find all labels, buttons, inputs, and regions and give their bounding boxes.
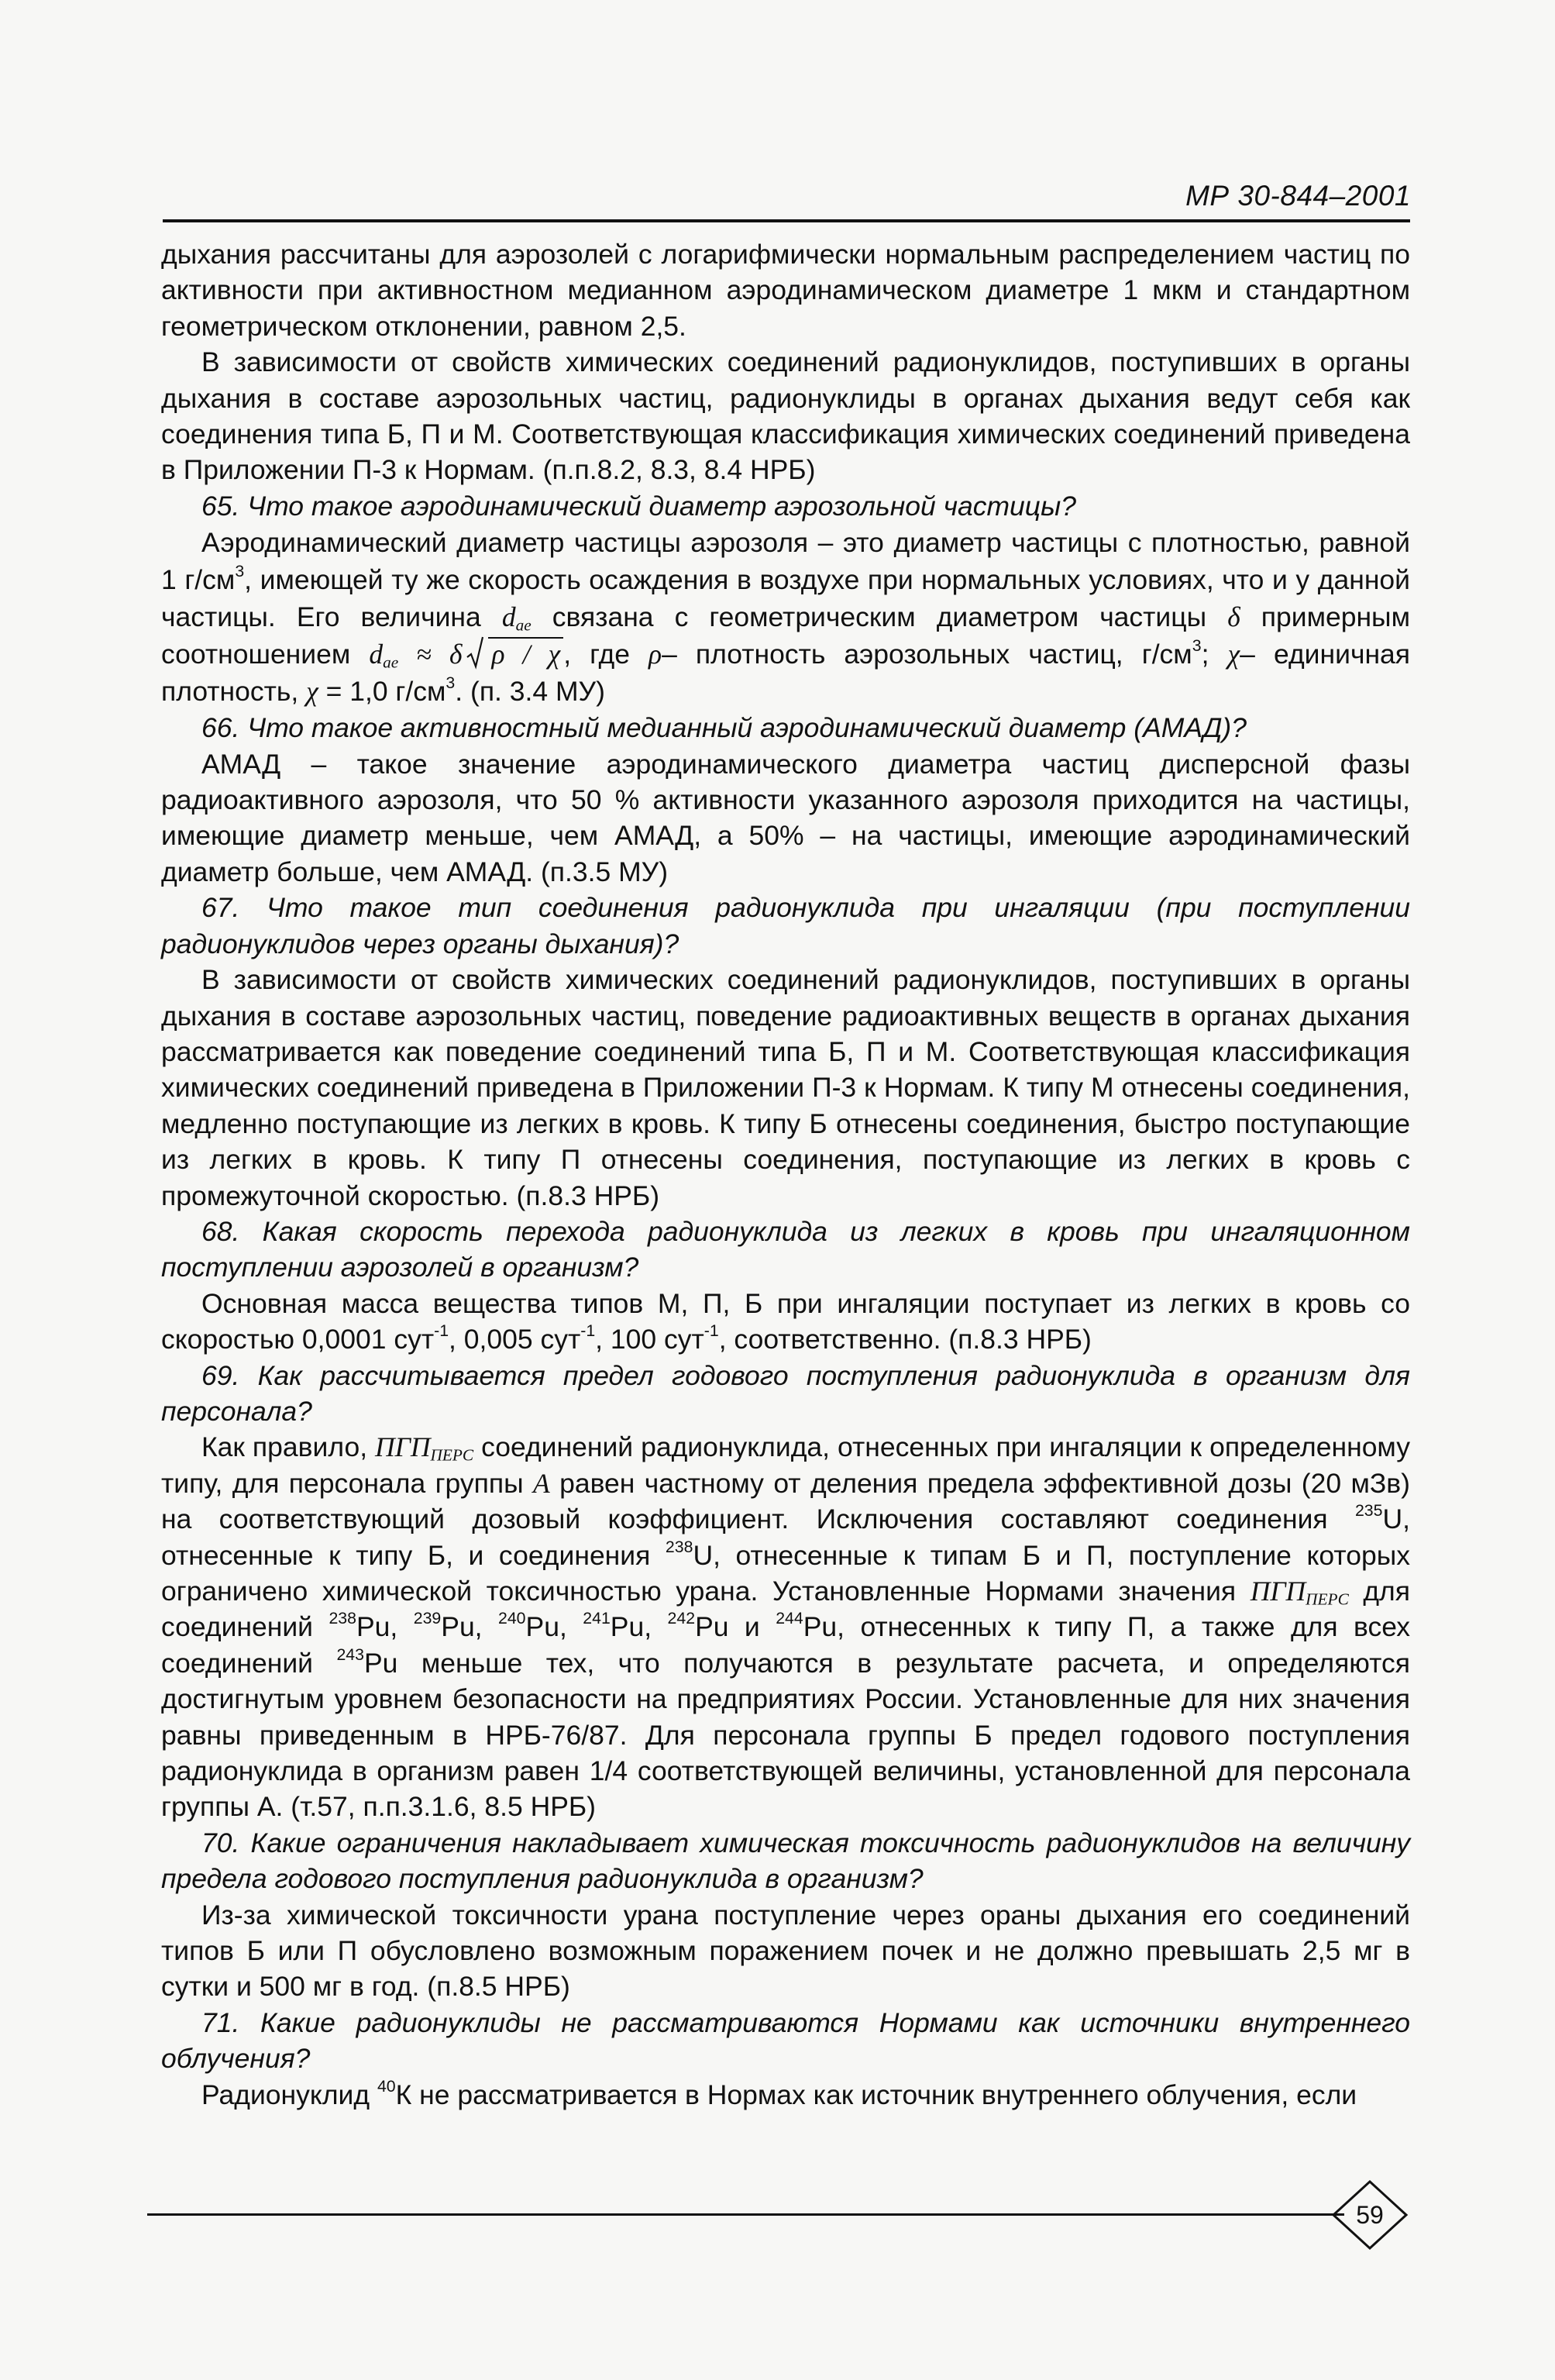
question-67: 67. Что такое тип соединения радионуклида при ингаляции (при поступлении радионуклидов через органы дыхания)? (161, 892, 1410, 959)
page-number: 59 (1356, 2201, 1384, 2229)
question-68: 68. Какая скорость перехода радионуклида из легких в кровь при ингаляционном поступлении аэрозолей в организм? (161, 1215, 1410, 1283)
document-code: МР 30-844–2001 (1185, 180, 1411, 212)
header-rule (163, 219, 1410, 222)
question-66: 66. Что такое активностный медианный аэродинамический диаметр (АМАД)? (201, 712, 1247, 744)
question-70: 70. Какие ограничения накладывает химическая токсичность радионуклидов на величину предела годового поступления радионуклида в организм? (161, 1827, 1410, 1895)
question-65: 65. Что такое аэродинамический диаметр аэрозольной частицы? (201, 490, 1076, 522)
paragraph-respiratory-types: В зависимости от свойств химических соединений радионуклидов, поступивших в органы дыхания в составе аэрозольных частиц, радионуклиды в органах дыхания ведут себя как соединения типа Б, П и М. Соответствующая классификация химических соединений приведена в Приложении П-3 к Нормам. (п.п.8.2, 8.3, 8.4 НРБ) (161, 346, 1410, 486)
answer-68: Основная масса вещества типов М, П, Б при ингаляции поступает из легких в кровь со скоростью 0,0001 сут$^{-1}$, 0,005 сут$^{-1}$, 100 сут$^{-1}$, соответственно. (п.8.3 НРБ) (161, 1287, 1410, 1355)
answer-67: В зависимости от свойств химических соединений радионуклидов, поступивших в органы дыхания в составе аэрозольных частиц, поведение радиоактивных веществ в органах дыхания рассматривается как поведение соединений типа Б, П и М. Соответствующая классификация химических соединений приведена в Приложении П-3 к Нормам. К типу М отнесены соединения, медленно поступающие из легких в кровь. К типу Б отнесены соединения, быстро поступающие из легких в кровь. К типу П отнесены соединения, поступающие из легких в кровь с промежуточной скоростью. (п.8.3 НРБ) (161, 964, 1410, 1211)
paragraph-continuation: дыхания рассчитаны для аэрозолей с логарифмически нормальным распределением частиц по активности при активностном медианном аэродинамическом диаметре 1 мкм и стандартном геометрическом отклонении, равном 2,5. (161, 239, 1410, 342)
body-text (161, 236, 1410, 2113)
page-number-badge (1331, 2179, 1409, 2251)
symbol-d-ae: $d_{ae}$ (501, 601, 532, 635)
answer-66: АМАД – такое значение аэродинамического диаметра частиц дисперсной фазы радиоактивного аэрозоля, что 50 % активности указанного аэрозоля приходится на частицы, имеющие диаметр меньше, чем АМАД, а 50% – на частицы, имеющие аэродинамический диаметр больше, чем АМАД. (п.3.5 МУ) (161, 748, 1410, 887)
answer-71: Радионуклид $^{40}$К не рассматривается в Нормах как источник внутреннего облучения, если (201, 2076, 1357, 2110)
answer-69: Как правило, $ПГП_{ПЕРС}$ соединений радионуклида, отнесенных при ингаляции к определенному типу, для персонала группы А равен частному от деления предела эффективной дозы (20 мЗв) на соответствующий дозовый коэффициент. Исключения составляют соединения $^{235}$U, отнесенные к типу Б, и соединения $^{238}$U, отнесенные к типам Б и П, поступление которых ограничено химической токсичностью урана. Установленные Нормами значения $ПГП_{ПЕРС}$ для соединений $^{238}$Pu, $^{239}$Pu, $^{240}$Pu, $^{241}$Pu, $^{242}$Pu и $^{244}$Pu, отнесенных к типу П, а также для всех соединений $^{243}$Pu меньше тех, что получаются в результате расчета, и определяются достигнутым уровнем безопасности на предприятиях России. Установленные для них значения равны приведенным в НРБ-76/87. Для персонала группы Б предел годового поступления радионуклида в организм равен 1/4 соответствующей величины, установленной для персонала группы А. (т.57, п.п.3.1.6, 8.5 НРБ) (161, 1431, 1410, 1823)
answer-70: Из-за химической токсичности урана поступление через ораны дыхания его соединений типов Б или П обусловлено возможным поражением почек и не должно превышать 2,5 мг в сутки и 500 мг в год. (п.8.5 НРБ) (161, 1899, 1410, 2003)
formula-aerodynamic-diameter: $d_{ae} \approx \delta$ ρ / χ (369, 639, 563, 670)
question-69: 69. Как рассчитывается предел годового поступления радионуклида в организм для персонала? (161, 1359, 1410, 1427)
symbol-delta: δ (1227, 601, 1240, 633)
answer-65: Аэродинамический диаметр частицы аэрозоля – это диаметр частицы с плотностью, равной 1 $г/см^3$, имеющей ту же скорость осаждения в воздухе при нормальных условиях, что и у данной частицы. Его величина $d_{ae}$ связана с геометрическим диаметром частицы δ примерным соотношением $d_{ae} \approx \delta$ ρ / χ , где ρ– плотность аэрозольных частиц, $г/см^3$; χ– единичная плотность, χ = 1,0 $г/см^3$. (п. 3.4 МУ) (161, 527, 1411, 708)
footer-rule (147, 2213, 1344, 2216)
symbol-pgp: $ПГП_{ПЕРС}$ (375, 1431, 474, 1465)
symbol-pgp: $ПГП_{ПЕРС}$ (1250, 1576, 1349, 1609)
question-71: 71. Какие радионуклиды не рассматриваются Нормами как источники внутреннего облучения? (161, 2006, 1410, 2075)
sqrt-symbol (466, 635, 483, 670)
